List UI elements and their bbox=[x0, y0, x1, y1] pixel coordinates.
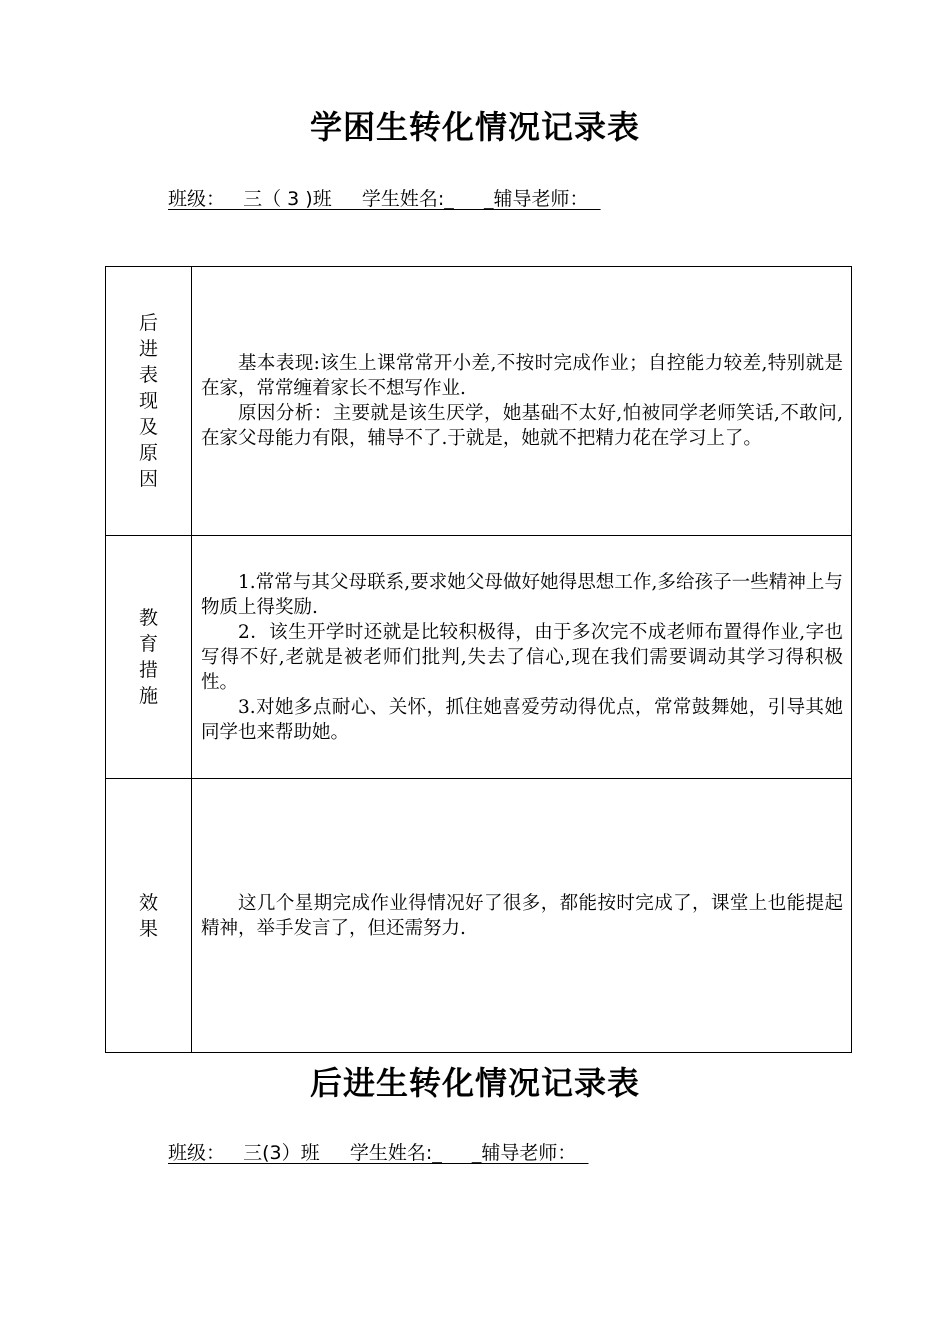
content-paragraph: 原因分析：主要就是该生厌学，她基础不太好,怕被同学老师笑话,不敢问,在家父母能力有限，辅导不了.于就是，她就不把精力花在学习上了。 bbox=[201, 403, 843, 449]
content-paragraph: 2．该生开学时还就是比较积极得，由于多次完不成老师布置得作业,字也写得不好,老就是被老师们批判,失去了信心,现在我们需要调动其学习得积极性。 bbox=[201, 621, 843, 693]
record-info-line: 班级： 三（ 3 )班 学生姓名:_ _辅导老师： bbox=[168, 188, 601, 210]
row-content-cell bbox=[192, 779, 852, 1053]
record-table bbox=[105, 266, 852, 1053]
record-title: 后进生转化情况记录表 bbox=[309, 1064, 640, 1102]
row-label-cell bbox=[106, 267, 192, 536]
record-info-line: 班级： 三(3）班 学生姓名:_ _辅导老师： bbox=[168, 1142, 589, 1164]
row-label-cell bbox=[106, 779, 192, 1053]
table-row-measures bbox=[106, 536, 852, 779]
row-content-cell bbox=[192, 267, 852, 536]
content-paragraph: 基本表现:该生上课常常开小差,不按时完成作业；自控能力较差,特别就是在家，常常缠着家长不想写作业. bbox=[201, 353, 843, 399]
row-content-cell bbox=[192, 536, 852, 779]
content-paragraph: 1.常常与其父母联系,要求她父母做好她得思想工作,多给孩子一些精神上与物质上得奖励. bbox=[201, 571, 843, 618]
record-title: 学困生转化情况记录表 bbox=[309, 108, 640, 146]
row-label: 教育措施 bbox=[138, 607, 158, 707]
row-label-cell bbox=[106, 536, 192, 779]
content-paragraph: 这几个星期完成作业得情况好了很多，都能按时完成了，课堂上也能提起精神，举手发言了，但还需努力. bbox=[201, 892, 843, 939]
content-paragraph: 3.对她多点耐心、关怀，抓住她喜爱劳动得优点，常常鼓舞她，引导其她同学也来帮助她。 bbox=[201, 696, 843, 743]
table-row-effect bbox=[106, 779, 852, 1053]
row-label: 效果 bbox=[138, 891, 158, 940]
row-label: 后进表现及原因 bbox=[138, 312, 158, 490]
table-row-performance bbox=[106, 267, 852, 536]
